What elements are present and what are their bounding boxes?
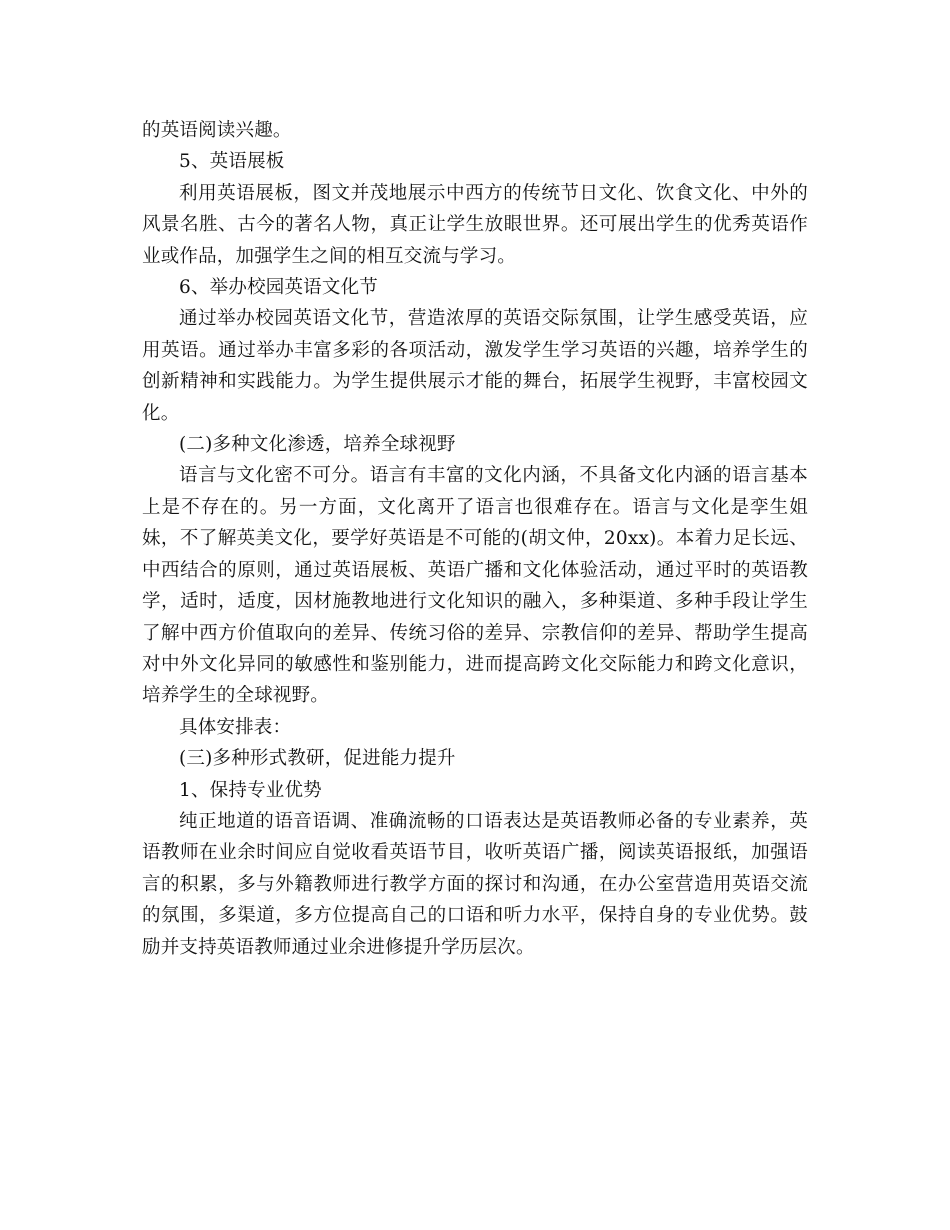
- paragraph-display-board: 利用英语展板，图文并茂地展示中西方的传统节日文化、饮食文化、中外的风景名胜、古今的著名人物，真正让学生放眼世界。还可展出学生的优秀英语作业或作品，加强学生之间的相互交流与学习。: [142, 182, 808, 267]
- paragraph-professional-advantage: 纯正地道的语音语调、准确流畅的口语表达是英语教师必备的专业素养，英语教师在业余时间应自觉收看英语节目，收听英语广播，阅读英语报纸，加强语言的积累，多与外籍教师进行教学方面的探讨和沟通，在办公室营造用英语交流的氛围，多渠道，多方位提高自己的口语和听力水平，保持自身的专业优势。鼓励并支持英语教师通过业余进修提升学历层次。: [142, 810, 808, 958]
- document-body: [142, 115, 808, 963]
- heading-professional-advantage: 1、保持专业优势: [179, 779, 322, 801]
- heading-english-culture-festival: 6、举办校园英语文化节: [179, 277, 378, 299]
- label-schedule-table: 具体安排表：: [179, 716, 292, 738]
- heading-cultural-infiltration: (二)多种文化渗透，培养全球视野: [179, 434, 456, 456]
- heading-teaching-research: (三)多种形式教研，促进能力提升: [179, 748, 456, 770]
- paragraph-culture-festival: 通过举办校园英语文化节，营造浓厚的英语交际氛围，让学生感受英语，应用英语。通过举办丰富多彩的各项活动，激发学生学习英语的兴趣，培养学生的创新精神和实践能力。为学生提供展示才能的舞台，拓展学生视野，丰富校园文化。: [142, 308, 808, 424]
- paragraph-language-and-culture: 语言与文化密不可分。语言有丰富的文化内涵，不具备文化内涵的语言基本上是不存在的。另一方面，文化离开了语言也很难存在。语言与文化是孪生姐妹，不了解英美文化，要学好英语是不可能的(胡文仲，20xx)。本着力足长远、中西结合的原则，通过英语展板、英语广播和文化体验活动，通过平时的英语教学，适时，适度，因材施教地进行文化知识的融入，多种渠道、多种手段让学生了解中西方价值取向的差异、传统习俗的差异、宗教信仰的差异、帮助学生提高对中外文化异同的敏感性和鉴别能力，进而提高跨文化交际能力和跨文化意识，培养学生的全球视野。: [142, 465, 808, 707]
- paragraph-reading-interest: 的英语阅读兴趣。: [142, 120, 292, 141]
- heading-english-display-board: 5、英语展板: [179, 151, 285, 173]
